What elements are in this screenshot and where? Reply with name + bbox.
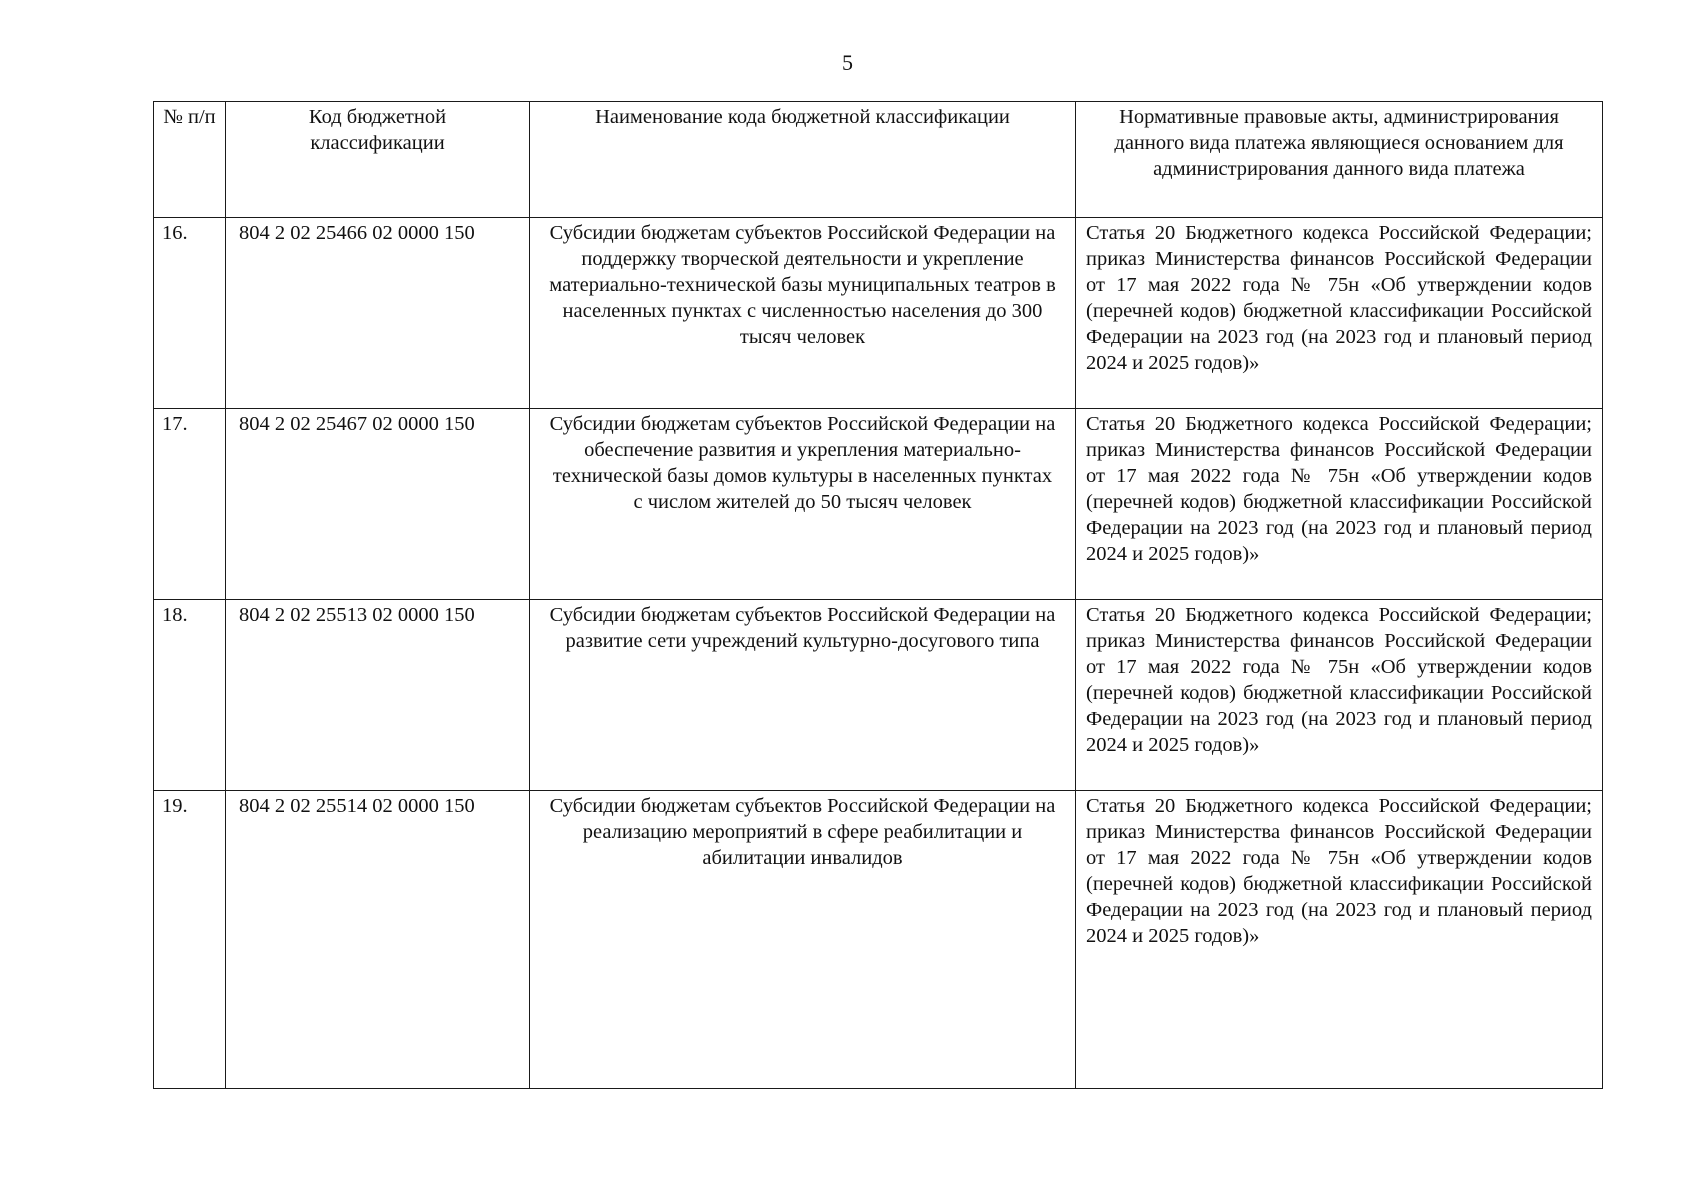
row-legal-acts: Статья 20 Бюджетного кодекса Российской Федерации; приказ Министерства финансов Российской Федерации от 17 мая 2022 года № 75н «Об утверждении кодов (перечней кодов) бюджетной классификации Российской Федерации на 2023 год (на 2023 год и плановый период 2024 и 2025 годов)» [1076, 409, 1603, 600]
row-name: Субсидии бюджетам субъектов Российской Федерации на обеспечение развития и укрепления материально-технической базы домов культуры в населенных пунктах с числом жителей до 50 тысяч человек [530, 409, 1076, 600]
row-name: Субсидии бюджетам субъектов Российской Федерации на развитие сети учреждений культурно-досугового типа [530, 600, 1076, 791]
header-row [154, 102, 1603, 218]
row-code: 804 2 02 25466 02 0000 150 [226, 218, 530, 409]
table-row [154, 791, 1603, 1089]
row-number: 18. [154, 600, 226, 791]
row-name: Субсидии бюджетам субъектов Российской Федерации на поддержку творческой деятельности и укрепление материально-технической базы муниципальных театров в населенных пунктах с численностью населения до 300 тысяч человек [530, 218, 1076, 409]
row-legal-acts: Статья 20 Бюджетного кодекса Российской Федерации; приказ Министерства финансов Российской Федерации от 17 мая 2022 года № 75н «Об утверждении кодов (перечней кодов) бюджетной классификации Российской Федерации на 2023 год (на 2023 год и плановый период 2024 и 2025 годов)» [1076, 791, 1603, 1089]
row-legal-acts: Статья 20 Бюджетного кодекса Российской Федерации; приказ Министерства финансов Российской Федерации от 17 мая 2022 года № 75н «Об утверждении кодов (перечней кодов) бюджетной классификации Российской Федерации на 2023 год (на 2023 год и плановый период 2024 и 2025 годов)» [1076, 600, 1603, 791]
table-header [154, 102, 1603, 218]
row-legal-acts: Статья 20 Бюджетного кодекса Российской Федерации; приказ Министерства финансов Российской Федерации от 17 мая 2022 года № 75н «Об утверждении кодов (перечней кодов) бюджетной классификации Российской Федерации на 2023 год (на 2023 год и плановый период 2024 и 2025 годов)» [1076, 218, 1603, 409]
row-code: 804 2 02 25514 02 0000 150 [226, 791, 530, 1089]
table-row [154, 218, 1603, 409]
table-row [154, 409, 1603, 600]
budget-classification-table [153, 101, 1603, 1089]
table-body [154, 218, 1603, 1089]
row-number: 19. [154, 791, 226, 1089]
header-legal-acts: Нормативные правовые акты, администрирования данного вида платежа являющиеся основанием для администрирования данного вида платежа [1076, 102, 1603, 218]
row-code: 804 2 02 25513 02 0000 150 [226, 600, 530, 791]
header-name: Наименование кода бюджетной классификации [530, 102, 1076, 218]
row-number: 16. [154, 218, 226, 409]
row-name: Субсидии бюджетам субъектов Российской Федерации на реализацию мероприятий в сфере реабилитации и абилитации инвалидов [530, 791, 1076, 1089]
row-code: 804 2 02 25467 02 0000 150 [226, 409, 530, 600]
header-code: Код бюджетной классификации [226, 102, 530, 218]
header-number: № п/п [154, 102, 226, 218]
page-number: 5 [842, 50, 853, 75]
table-row [154, 600, 1603, 791]
row-number: 17. [154, 409, 226, 600]
